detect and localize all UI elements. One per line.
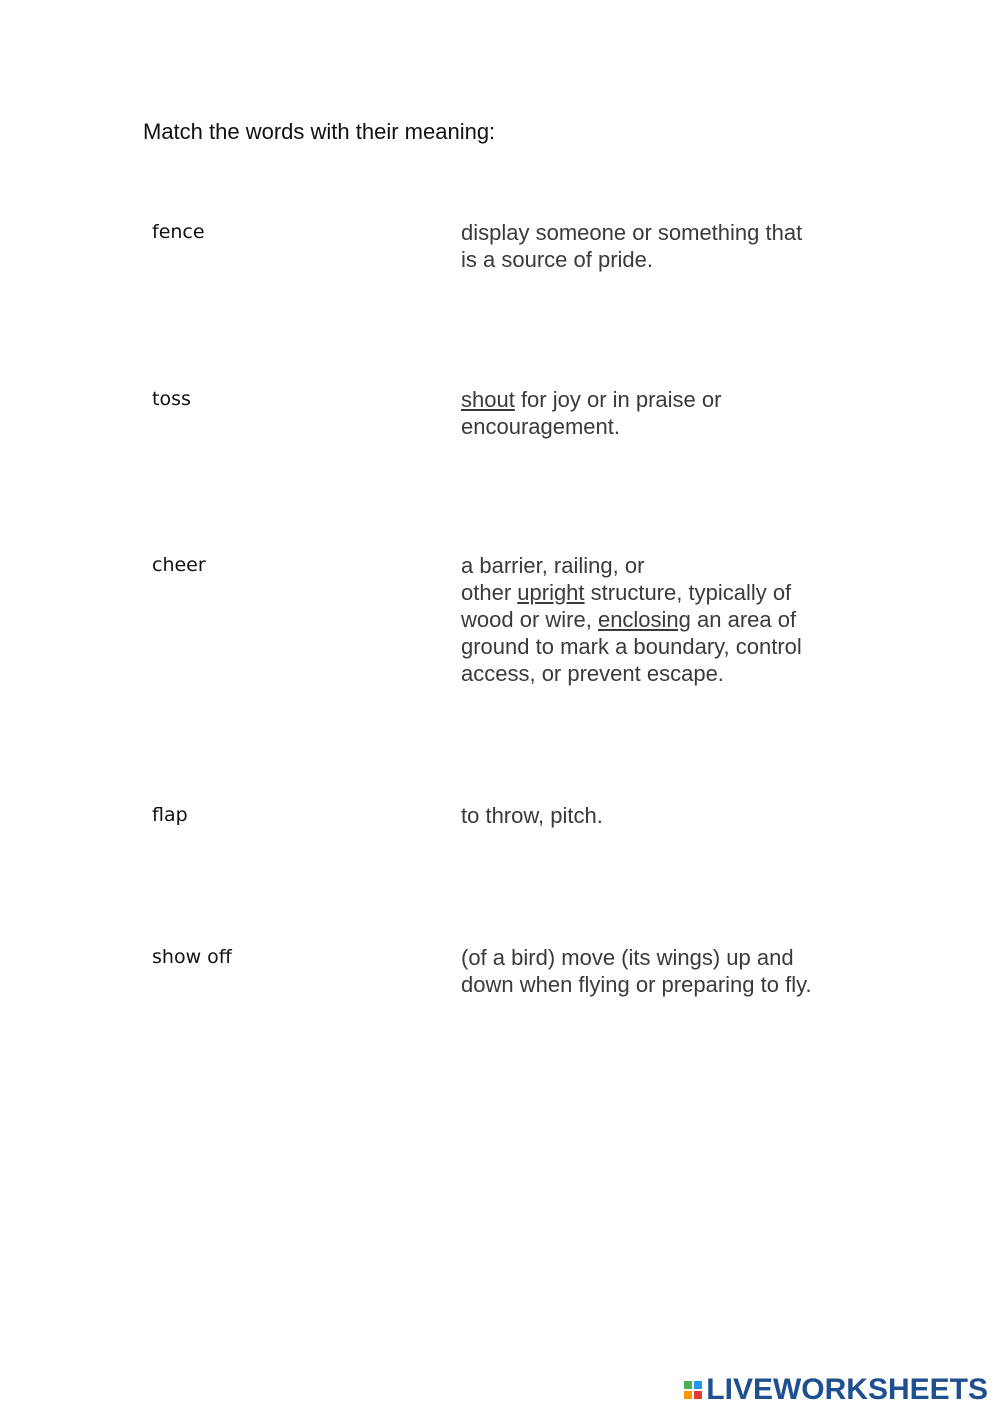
liveworksheets-logo — [684, 1372, 988, 1408]
meaning-line: to throw, pitch. — [461, 803, 603, 828]
link-shout[interactable]: shout — [461, 387, 515, 412]
meaning-line — [461, 386, 861, 413]
word-show-off[interactable]: show off — [152, 946, 232, 968]
meaning-line: encouragement. — [461, 414, 620, 439]
logo-grid-icon — [684, 1381, 702, 1399]
meaning-3[interactable] — [461, 552, 861, 687]
link-enclosing[interactable]: enclosing — [597, 607, 691, 632]
meaning-text: for joy or in praise or — [514, 387, 722, 412]
meaning-line: access, or prevent escape. — [461, 661, 724, 686]
meaning-line — [461, 579, 861, 606]
logo-square — [684, 1381, 692, 1389]
meaning-line: a barrier, railing, or — [461, 553, 645, 578]
meaning-text: wood or wire, — [461, 607, 598, 632]
word-fence[interactable]: fence — [152, 221, 205, 243]
meaning-line: down when flying or preparing to fly. — [461, 972, 812, 997]
meaning-5[interactable] — [461, 944, 861, 998]
logo-square — [694, 1381, 702, 1389]
meaning-4[interactable] — [461, 802, 861, 829]
meaning-1[interactable] — [461, 219, 861, 273]
word-toss[interactable]: toss — [152, 388, 191, 410]
meaning-2[interactable] — [461, 386, 861, 440]
instruction-heading: Match the words with their meaning: — [143, 119, 496, 144]
logo-text: LIVEWORKSHEETS — [706, 1373, 988, 1406]
meaning-text: structure, typically of — [584, 580, 792, 605]
meaning-line: (of a bird) move (its wings) up and — [461, 945, 794, 970]
word-flap[interactable]: flap — [152, 804, 188, 826]
meaning-line: is a source of pride. — [461, 247, 653, 272]
word-cheer[interactable]: cheer — [152, 554, 206, 576]
meaning-line — [461, 606, 861, 633]
meaning-text: an area of — [690, 607, 797, 632]
link-upright[interactable]: upright — [517, 580, 585, 605]
meaning-text: other — [461, 580, 518, 605]
logo-square — [684, 1391, 692, 1399]
meaning-line: display someone or something that — [461, 220, 803, 245]
meaning-line: ground to mark a boundary, control — [461, 634, 802, 659]
logo-square — [694, 1391, 702, 1399]
